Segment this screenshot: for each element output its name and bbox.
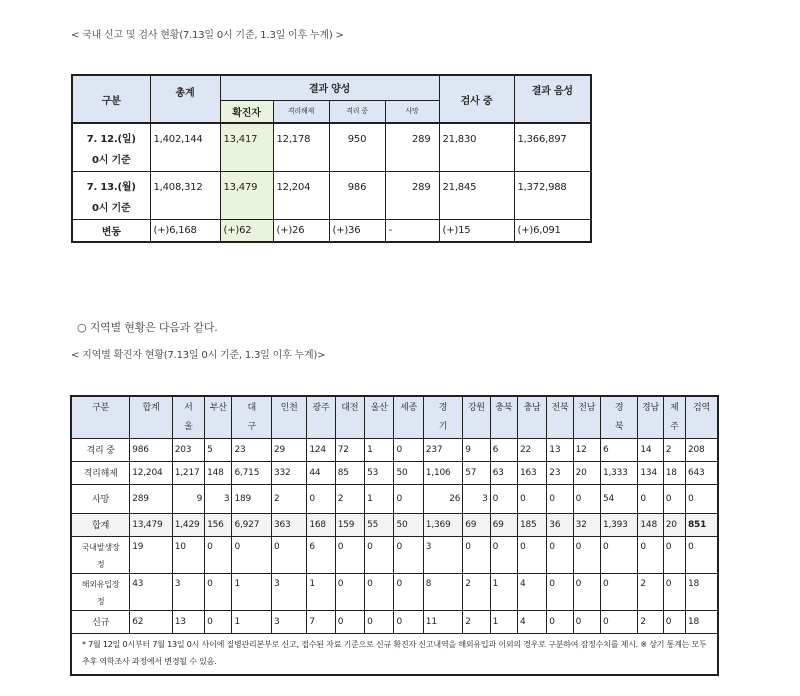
cell-value: 7 — [307, 610, 335, 633]
cell-total: 62 — [130, 610, 173, 633]
cell-value: 57 — [463, 461, 490, 484]
header-total: 합계 — [130, 396, 173, 438]
cell-total: (+)6,168 — [150, 220, 220, 242]
table-row — [72, 172, 591, 220]
cell-value: 6 — [307, 536, 335, 573]
cell-value: 0 — [394, 536, 423, 573]
table-row — [71, 438, 718, 461]
cell-value: 0 — [573, 610, 600, 633]
cell-value: 1 — [232, 573, 271, 610]
cell-value: 4 — [517, 573, 546, 610]
cell-value: 332 — [271, 461, 306, 484]
header-category: 구분 — [72, 75, 150, 123]
cell-testing: (+)15 — [439, 220, 514, 242]
cell-value: 0 — [600, 536, 637, 573]
cell-value: 363 — [271, 513, 306, 536]
header-total: 총계 — [150, 75, 220, 123]
cell-value: 53 — [365, 461, 394, 484]
cell-released: 12,204 — [273, 172, 329, 220]
cell-value: 13 — [172, 610, 204, 633]
header-isolated: 격리 중 — [329, 100, 385, 123]
cell-value: 32 — [573, 513, 600, 536]
cell-value: 0 — [573, 484, 600, 513]
header-positive: 결과 양성 — [220, 75, 439, 100]
cell-value: 148 — [205, 461, 232, 484]
cell-negative: (+)6,091 — [514, 220, 591, 242]
row-label: 사망 — [71, 484, 130, 513]
cell-value: 20 — [573, 461, 600, 484]
cell-value: 208 — [685, 438, 718, 461]
header-region: 울산 — [365, 396, 394, 438]
header-region: 경 기 — [423, 396, 462, 438]
cell-value: 9 — [172, 484, 204, 513]
cell-value: 22 — [517, 438, 546, 461]
cell-value: 0 — [232, 536, 271, 573]
cell-value: 18 — [685, 610, 718, 633]
cell-value: 0 — [663, 573, 685, 610]
cell-value: 0 — [547, 536, 573, 573]
table-row — [71, 513, 718, 536]
cell-value: 0 — [394, 573, 423, 610]
cell-total: 289 — [130, 484, 173, 513]
cell-value: 1,333 — [600, 461, 637, 484]
table-row — [71, 573, 718, 610]
cell-value: 72 — [335, 438, 364, 461]
cell-value: 0 — [685, 536, 718, 573]
cell-value: 0 — [394, 484, 423, 513]
cell-value: 1 — [232, 610, 271, 633]
cell-value: 2 — [638, 610, 663, 633]
cell-confirmed: 13,479 — [220, 172, 273, 220]
cell-total: 1,408,312 — [150, 172, 220, 220]
cell-value: 3 — [271, 610, 306, 633]
cell-value: 1,429 — [172, 513, 204, 536]
cell-value: 0 — [335, 573, 364, 610]
table-row — [71, 536, 718, 573]
cell-value: 0 — [335, 536, 364, 573]
cell-deaths: 289 — [385, 123, 439, 172]
table-row-change — [72, 220, 591, 242]
cell-deaths: - — [385, 220, 439, 242]
header-region: 대전 — [335, 396, 364, 438]
cell-total: 986 — [130, 438, 173, 461]
cell-value: 29 — [271, 438, 306, 461]
table-row — [71, 484, 718, 513]
cell-value: 168 — [307, 513, 335, 536]
cell-value: 69 — [463, 513, 490, 536]
row-label: 신규 — [71, 610, 130, 633]
row-label: 격리 중 — [71, 438, 130, 461]
table-row — [72, 123, 591, 172]
cell-value: 2 — [271, 484, 306, 513]
cell-value: 148 — [638, 513, 663, 536]
bullet-text: ○ 지역별 현황은 다음과 같다. — [77, 321, 218, 334]
header-region: 제 주 — [663, 396, 685, 438]
cell-value: 3 — [205, 484, 232, 513]
cell-value: 54 — [600, 484, 637, 513]
table-header-row — [71, 396, 718, 438]
cell-value: 12 — [573, 438, 600, 461]
cell-testing: 21,845 — [439, 172, 514, 220]
cell-value: 0 — [307, 484, 335, 513]
cell-value: 20 — [663, 513, 685, 536]
row-label: 격리해제 — [71, 461, 130, 484]
cell-value: 163 — [517, 461, 546, 484]
cell-confirmed: (+)62 — [220, 220, 273, 242]
cell-value: 134 — [638, 461, 663, 484]
header-deaths: 사망 — [385, 100, 439, 123]
cell-value: 1 — [307, 573, 335, 610]
cell-value: 0 — [600, 610, 637, 633]
cell-value: 4 — [517, 610, 546, 633]
cell-value: 851 — [685, 513, 718, 536]
cell-value: 3 — [271, 573, 306, 610]
cell-value: 1 — [490, 610, 517, 633]
header-region: 인천 — [271, 396, 306, 438]
cell-value: 0 — [663, 536, 685, 573]
header-region: 서 울 — [172, 396, 204, 438]
cell-value: 0 — [365, 573, 394, 610]
cell-value: 50 — [394, 513, 423, 536]
table-row — [71, 461, 718, 484]
cell-value: 6 — [600, 438, 637, 461]
domestic-testing-table — [71, 74, 592, 243]
header-negative: 결과 음성 — [514, 75, 591, 123]
cell-negative: 1,366,897 — [514, 123, 591, 172]
row-label: 변동 — [72, 220, 150, 242]
cell-value: 6 — [490, 438, 517, 461]
cell-value: 9 — [463, 438, 490, 461]
cell-value: 0 — [547, 484, 573, 513]
cell-value: 237 — [423, 438, 462, 461]
regional-cases-table — [70, 395, 719, 676]
cell-value: 0 — [205, 610, 232, 633]
cell-value: 6,715 — [232, 461, 271, 484]
cell-value: 18 — [685, 573, 718, 610]
cell-value: 185 — [517, 513, 546, 536]
header-region: 세종 — [394, 396, 423, 438]
cell-value: 0 — [365, 536, 394, 573]
cell-value: 2 — [463, 610, 490, 633]
cell-value: 0 — [685, 484, 718, 513]
cell-deaths: 289 — [385, 172, 439, 220]
cell-value: 6,927 — [232, 513, 271, 536]
cell-isolated: 950 — [329, 123, 385, 172]
cell-value: 8 — [423, 573, 462, 610]
cell-value: 50 — [394, 461, 423, 484]
cell-value: 0 — [205, 536, 232, 573]
cell-value: 1 — [365, 438, 394, 461]
header-region: 전북 — [547, 396, 573, 438]
cell-negative: 1,372,988 — [514, 172, 591, 220]
cell-value: 0 — [573, 536, 600, 573]
cell-value: 85 — [335, 461, 364, 484]
cell-value: 0 — [205, 573, 232, 610]
cell-value: 156 — [205, 513, 232, 536]
header-category: 구분 — [71, 396, 130, 438]
header-region: 광주 — [307, 396, 335, 438]
cell-value: 36 — [547, 513, 573, 536]
cell-total: 19 — [130, 536, 173, 573]
row-label: 7. 12.(일) 0시 기준 — [72, 123, 150, 172]
cell-value: 159 — [335, 513, 364, 536]
header-released: 격리해제 — [273, 100, 329, 123]
row-label: 합계 — [71, 513, 130, 536]
cell-value: 1 — [490, 573, 517, 610]
header-region: 충북 — [490, 396, 517, 438]
cell-total: 43 — [130, 573, 173, 610]
cell-value: 0 — [394, 610, 423, 633]
cell-value: 1,217 — [172, 461, 204, 484]
cell-value: 1,369 — [423, 513, 462, 536]
header-region: 검역 — [685, 396, 718, 438]
cell-value: 13 — [547, 438, 573, 461]
cell-value: 1,393 — [600, 513, 637, 536]
row-label: 국내발생장 정 — [71, 536, 130, 573]
header-region: 대 구 — [232, 396, 271, 438]
cell-value: 11 — [423, 610, 462, 633]
cell-value: 0 — [394, 438, 423, 461]
cell-value: 5 — [205, 438, 232, 461]
header-testing: 검사 중 — [439, 75, 514, 123]
row-label: 해외유입장 정 — [71, 573, 130, 610]
cell-value: 23 — [547, 461, 573, 484]
cell-value: 0 — [517, 484, 546, 513]
header-region: 전남 — [573, 396, 600, 438]
cell-value: 1 — [365, 484, 394, 513]
cell-value: 643 — [685, 461, 718, 484]
cell-value: 0 — [547, 573, 573, 610]
caption-regional-status: < 지역별 확진자 현황(7.13일 0시 기준, 1.3일 이후 누계)> — [71, 350, 326, 361]
cell-value: 0 — [490, 484, 517, 513]
cell-value: 124 — [307, 438, 335, 461]
cell-value: 0 — [573, 573, 600, 610]
cell-value: 0 — [547, 610, 573, 633]
cell-value: 2 — [638, 573, 663, 610]
cell-value: 0 — [638, 484, 663, 513]
cell-value: 3 — [172, 573, 204, 610]
cell-value: 3 — [423, 536, 462, 573]
cell-value: 0 — [517, 536, 546, 573]
footnote: * 7월 12일 0시부터 7월 13일 0시 사이에 질병관리본부로 신고, 접수된 자료 기준으로 신규 확진자 신고내역을 해외유입과 이외의 경우로 구분하여 잠정수치를 제시. ※ 상기 통계는 모두 추후 역학조사 과정에서 변경될 수 있음. — [71, 633, 718, 675]
cell-value: 0 — [335, 610, 364, 633]
cell-value: 0 — [271, 536, 306, 573]
caption-domestic-status: < 국내 신고 및 검사 현황(7.13일 0시 기준, 1.3일 이후 누계) > — [71, 30, 344, 41]
table-row — [71, 610, 718, 633]
header-region: 강원 — [463, 396, 490, 438]
header-region: 경 북 — [600, 396, 637, 438]
cell-value: 26 — [423, 484, 462, 513]
cell-value: 189 — [232, 484, 271, 513]
footnote-row — [71, 633, 718, 675]
cell-value: 18 — [663, 461, 685, 484]
cell-released: 12,178 — [273, 123, 329, 172]
cell-value: 69 — [490, 513, 517, 536]
cell-value: 0 — [490, 536, 517, 573]
header-region: 경남 — [638, 396, 663, 438]
cell-value: 2 — [463, 573, 490, 610]
cell-value: 0 — [463, 536, 490, 573]
cell-value: 10 — [172, 536, 204, 573]
cell-value: 0 — [663, 484, 685, 513]
cell-released: (+)26 — [273, 220, 329, 242]
cell-value: 2 — [335, 484, 364, 513]
cell-value: 63 — [490, 461, 517, 484]
cell-total: 12,204 — [130, 461, 173, 484]
header-region: 충남 — [517, 396, 546, 438]
cell-value: 1,106 — [423, 461, 462, 484]
cell-value: 3 — [463, 484, 490, 513]
cell-confirmed: 13,417 — [220, 123, 273, 172]
cell-value: 23 — [232, 438, 271, 461]
cell-value: 2 — [663, 438, 685, 461]
row-label: 7. 13.(월) 0시 기준 — [72, 172, 150, 220]
cell-value: 55 — [365, 513, 394, 536]
cell-value: 203 — [172, 438, 204, 461]
cell-total: 13,479 — [130, 513, 173, 536]
header-region: 부산 — [205, 396, 232, 438]
cell-value: 0 — [663, 610, 685, 633]
cell-value: 0 — [600, 573, 637, 610]
cell-value: 44 — [307, 461, 335, 484]
cell-value: 0 — [365, 610, 394, 633]
header-confirmed: 확진자 — [220, 100, 273, 123]
cell-isolated: (+)36 — [329, 220, 385, 242]
cell-testing: 21,830 — [439, 123, 514, 172]
cell-isolated: 986 — [329, 172, 385, 220]
cell-value: 0 — [638, 536, 663, 573]
cell-value: 14 — [638, 438, 663, 461]
cell-total: 1,402,144 — [150, 123, 220, 172]
